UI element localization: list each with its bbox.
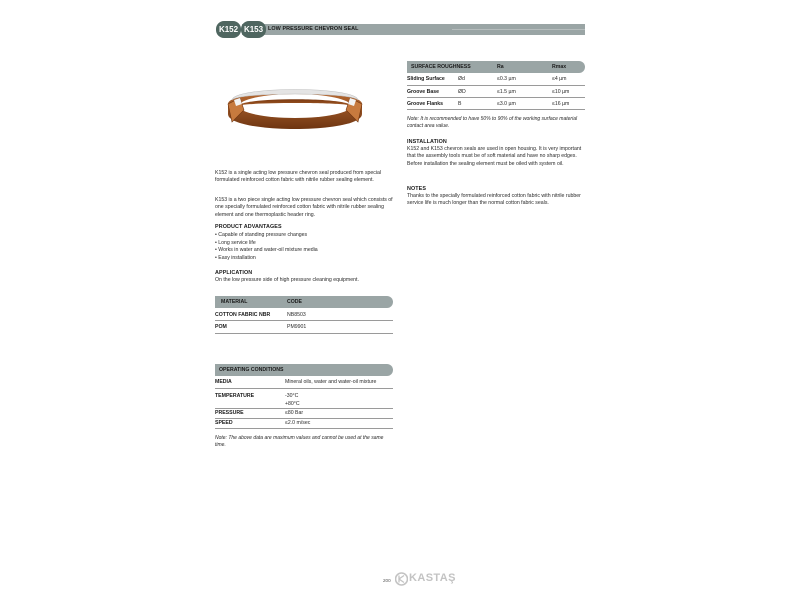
table-divider xyxy=(407,97,585,98)
roughness-symbol: Ød xyxy=(458,76,465,82)
list-item: • Long service life xyxy=(215,240,395,248)
notes-heading: NOTES xyxy=(407,186,427,192)
installation-heading: INSTALLATION xyxy=(407,139,447,145)
list-item: • Easy installation xyxy=(215,255,395,263)
roughness-note: Note: It is recommended to have 50% to 90% of the working surface material contact area value. xyxy=(407,116,578,130)
material-column-header: MATERIAL xyxy=(221,299,248,305)
advantages-heading: PRODUCT ADVANTAGES xyxy=(215,224,282,230)
operating-value-speed: ≤2.0 m/sec xyxy=(285,420,311,426)
roughness-ra: ≤1.5 µm xyxy=(497,89,516,95)
operating-table-header xyxy=(215,364,393,376)
material-code: PM9901 xyxy=(287,324,307,330)
roughness-symbol: B xyxy=(458,101,462,107)
table-divider xyxy=(215,333,393,334)
roughness-ra: ≤0.3 µm xyxy=(497,76,516,82)
surface-column-header: SURFACE ROUGHNESS xyxy=(411,64,471,70)
kastas-logo-icon xyxy=(395,572,408,586)
list-item: • Works in water and water-oil mixture media xyxy=(215,247,395,255)
table-divider xyxy=(215,428,393,429)
roughness-surface: Groove Base xyxy=(407,89,440,95)
operating-label-pressure: PRESSURE xyxy=(215,410,244,416)
table-divider xyxy=(215,320,393,321)
table-divider xyxy=(407,85,585,86)
table-divider xyxy=(215,388,393,389)
chevron-seal-image xyxy=(220,78,370,140)
roughness-rmax: ≤16 µm xyxy=(552,101,570,107)
table-divider xyxy=(215,408,393,409)
rmax-column-header: Rmax xyxy=(552,64,567,70)
application-heading: APPLICATION xyxy=(215,270,253,276)
installation-text: K152 and K153 chevron seals are used in open housing. It is very important that the assembly tools must be of soft material and have no sharp edges. Before installation the sealing element must be oiled with system oil. xyxy=(407,146,582,167)
description-k153: K153 is a two piece single acting low pressure chevron seal which consists of one specially formulated reinforced cotton fabric with nitrile rubber sealing element and one thermoplastic header ring. xyxy=(215,197,393,218)
advantages-list xyxy=(215,232,395,262)
code-column-header: CODE xyxy=(287,299,302,305)
roughness-surface: Sliding Surface xyxy=(407,76,445,82)
roughness-rmax: ≤10 µm xyxy=(552,89,570,95)
operating-label-speed: SPEED xyxy=(215,420,233,426)
material-code: NB8503 xyxy=(287,312,306,318)
application-text: On the low pressure side of high pressure cleaning equipment. xyxy=(215,277,359,283)
material-table-header xyxy=(215,296,393,308)
roughness-ra: ≤3.0 µm xyxy=(497,101,516,107)
roughness-symbol: ØD xyxy=(458,89,466,95)
operating-note: Note: The above data are maximum values and cannot be used at the same time. xyxy=(215,435,384,449)
table-divider xyxy=(215,418,393,419)
material-name: COTTON FABRIC NBR xyxy=(215,312,271,318)
page-title: LOW PRESSURE CHEVRON SEAL xyxy=(268,26,359,32)
operating-label-media: MEDIA xyxy=(215,379,232,385)
code-badge-k152: K152 xyxy=(216,21,241,38)
header-rule xyxy=(452,29,585,30)
material-name: POM xyxy=(215,324,227,330)
description-k152: K152 is a single acting low pressure chevron seal produced from special formulated reinforced cotton fabric with nitrile rubber sealing element. xyxy=(215,170,382,184)
table-divider xyxy=(407,109,585,110)
brand-logo-text: KASTAŞ xyxy=(409,572,456,584)
roughness-table-header xyxy=(407,61,585,73)
operating-value-pressure: ≤80 Bar xyxy=(285,410,304,416)
roughness-surface: Groove Flanks xyxy=(407,101,444,107)
operating-value-temperature-min: -30°C xyxy=(285,393,299,399)
operating-label-temperature: TEMPERATURE xyxy=(215,393,255,399)
operating-value-media: Mineral oils, water and water-oil mixture xyxy=(285,379,377,385)
list-item: • Capable of standing pressure changes xyxy=(215,232,395,240)
ra-column-header: Ra xyxy=(497,64,504,70)
operating-heading: OPERATING CONDITIONS xyxy=(219,367,284,373)
operating-value-temperature-max: +80°C xyxy=(285,401,300,407)
code-badge-k153: K153 xyxy=(241,21,266,38)
roughness-rmax: ≤4 µm xyxy=(552,76,567,82)
notes-text: Thanks to the specially formulated reinforced cotton fabric with nitrile rubber service life is much longer than the normal cotton fabric seals. xyxy=(407,193,581,207)
page-number: 200 xyxy=(383,578,391,583)
